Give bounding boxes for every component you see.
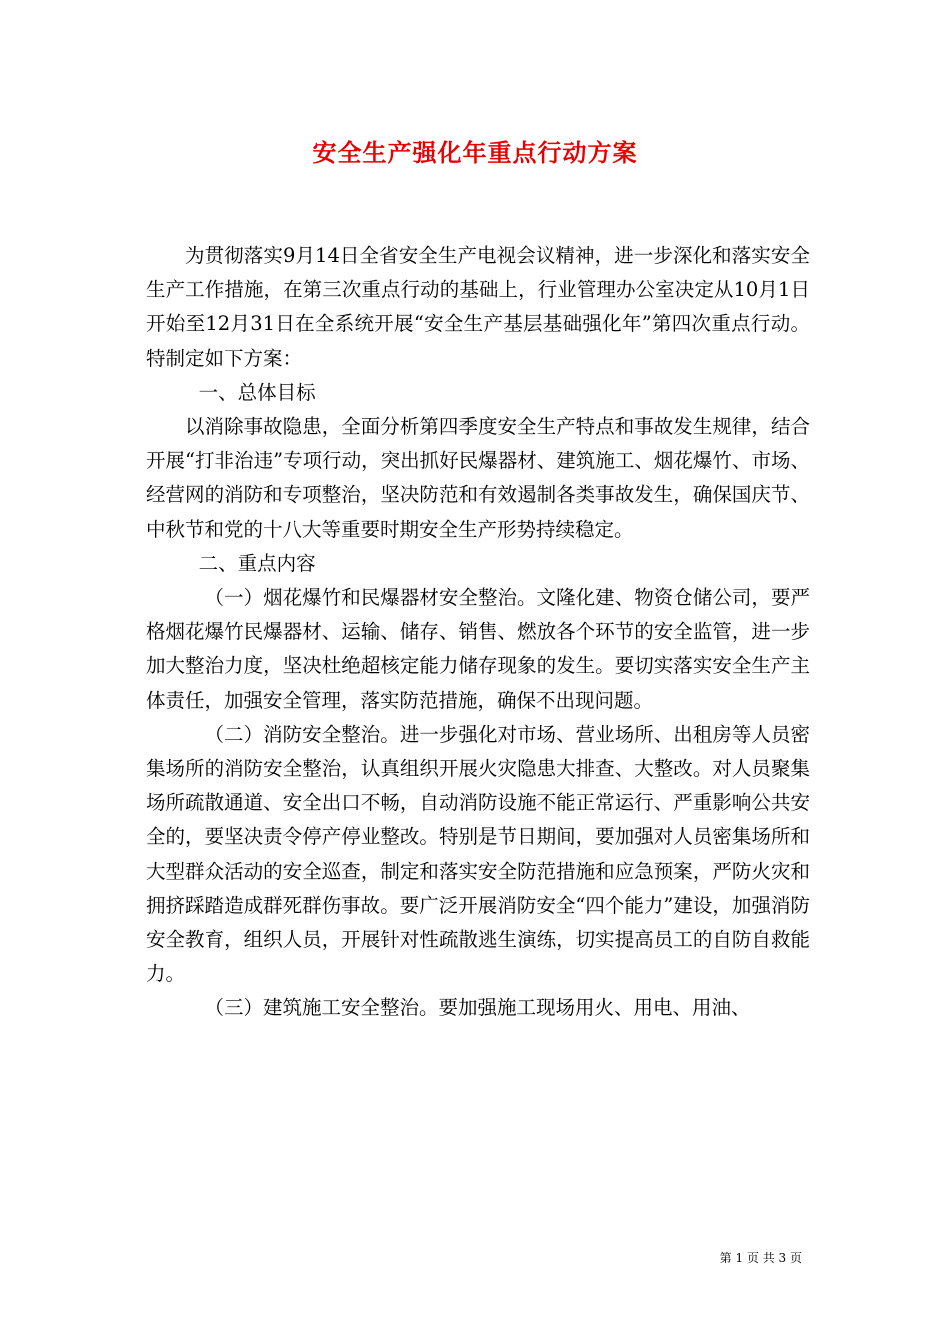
document-body (146, 239, 810, 1026)
page-number-footer: 第 1 页 共 3 页 (719, 1251, 802, 1265)
section-heading-goal: 一、总体目标 (198, 380, 316, 404)
section-heading-content: 二、重点内容 (198, 551, 316, 575)
item-fire-safety-paragraph: （二）消防安全整治。进一步强化对市场、营业场所、出租房等人员密集场所的消防安全整治，认真组织开展火灾隐患大排查、大整改。对人员聚集场所疏散通道、安全出口不畅，自动消防设施不能正常运行、严重影响公共安全的，要坚决责令停产停业整改。特别是节日期间，要加强对人员密集场所和大型群众活动的安全巡查，制定和落实安全防范措施和应急预案，严防火灾和拥挤踩踏造成群死群伤事故。要广泛开展消防安全“四个能力”建设，加强消防安全教育，组织人员，开展针对性疏散逃生演练，切实提高员工的自防自救能力。 (146, 722, 810, 986)
document-title: 安全生产强化年重点行动方案 (312, 138, 638, 167)
item-construction-paragraph: （三）建筑施工安全整治。要加强施工现场用火、用电、用油、 (204, 996, 751, 1020)
intro-paragraph: 为贯彻落实9月14日全省安全生产电视会议精神，进一步深化和落实安全生产工作措施，在第三次重点行动的基础上，行业管理办公室决定从10月1日开始至12月31日在全系统开展“安全生产基层基础强化年”第四次重点行动。特制定如下方案： (146, 244, 810, 370)
item-fireworks-paragraph: （一）烟花爆竹和民爆器材安全整治。文隆化建、物资仓储公司，要严格烟花爆竹民爆器材、运输、储存、销售、燃放各个环节的安全监管，进一步加大整治力度，坚决杜绝超核定能力储存现象的发生。要切实落实安全生产主体责任，加强安全管理，落实防范措施，确保不出现问题。 (146, 586, 810, 712)
goal-paragraph: 以消除事故隐患，全面分析第四季度安全生产特点和事故发生规律，结合开展“打非治违”专项行动，突出抓好民爆器材、建筑施工、烟花爆竹、市场、经营网的消防和专项整治，坚决防范和有效遏制各类事故发生，确保国庆节、中秋节和党的十八大等重要时期安全生产形势持续稳定。 (146, 415, 810, 541)
